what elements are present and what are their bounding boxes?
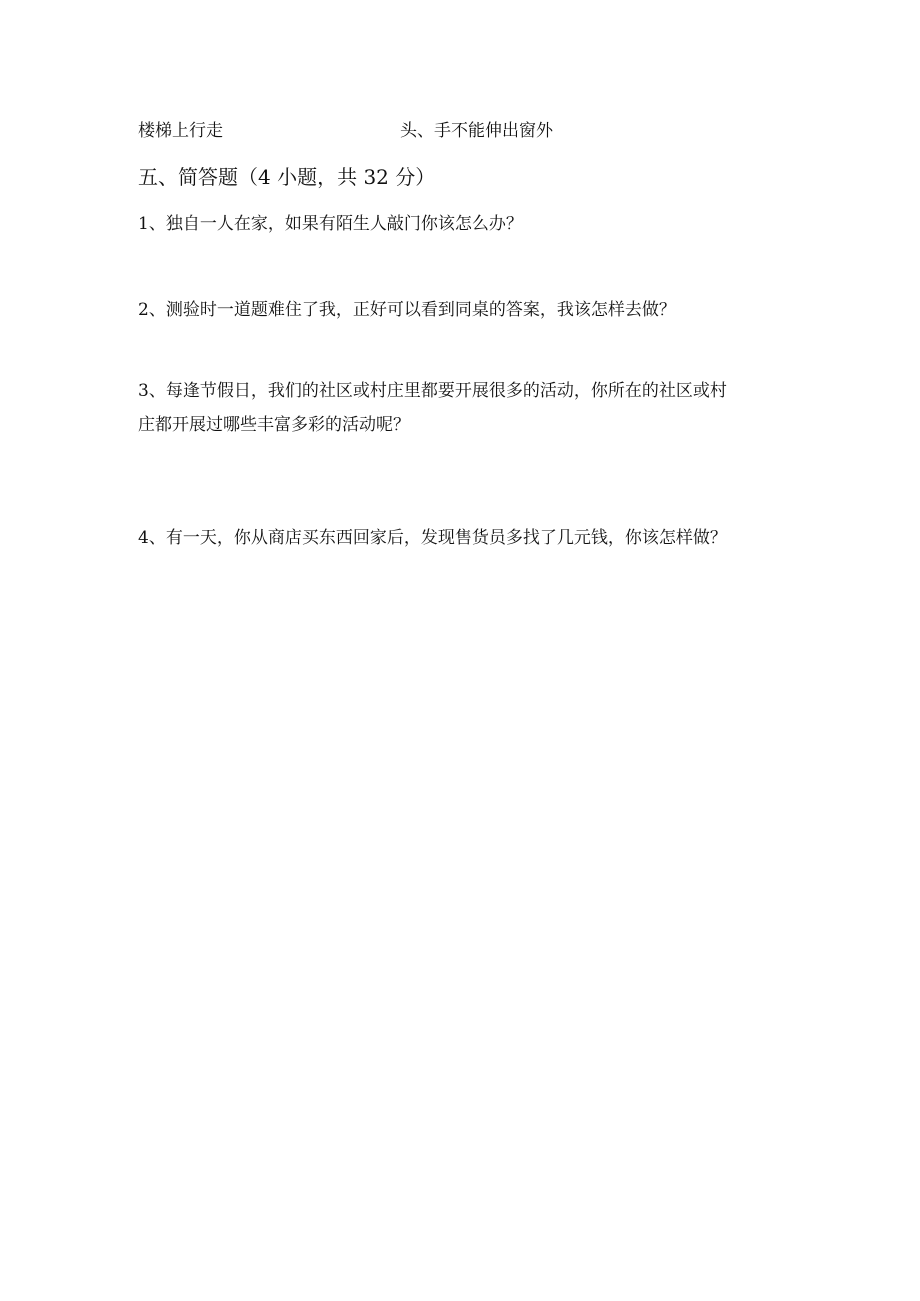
question-4: 4、有一天，你从商店买东西回家后，发现售货员多找了几元钱，你该怎样做？ xyxy=(138,528,727,548)
question-3-line-1: 3、每逢节假日，我们的社区或村庄里都要开展很多的活动，你所在的社区或村 xyxy=(138,381,727,401)
carryover-right-text: 头、手不能伸出窗外 xyxy=(400,121,553,141)
section-title: 五、简答题（4 小题，共 32 分） xyxy=(138,165,436,189)
question-3-line-2: 庄都开展过哪些丰富多彩的活动呢？ xyxy=(138,415,410,435)
question-2: 2、测验时一道题难住了我，正好可以看到同桌的答案，我该怎样去做？ xyxy=(138,300,676,320)
question-1: 1、独自一人在家，如果有陌生人敲门你该怎么办？ xyxy=(138,214,523,234)
carryover-left-text: 楼梯上行走 xyxy=(138,121,223,141)
